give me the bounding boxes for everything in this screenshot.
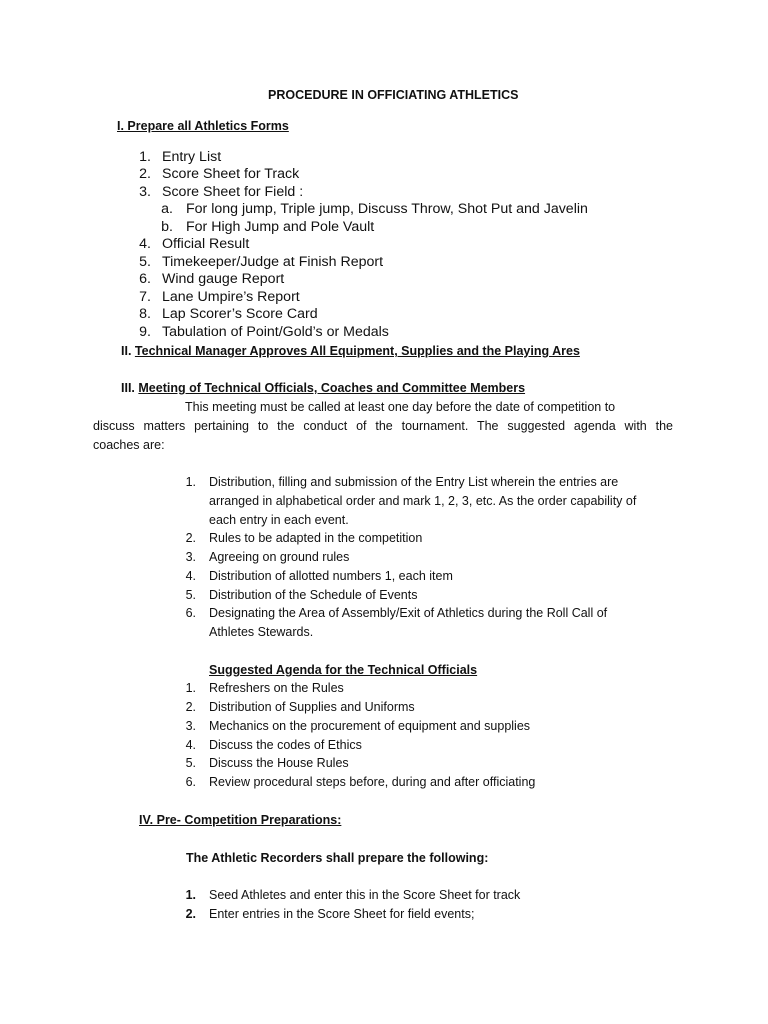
list-text: Rules to be adapted in the competition xyxy=(209,531,423,545)
list-text: Review procedural steps before, during and after officiating xyxy=(209,775,536,789)
list-text: Timekeeper/Judge at Finish Report xyxy=(162,254,384,270)
officials-agenda-heading: Suggested Agenda for the Technical Officials xyxy=(209,663,478,677)
list-text: Distribution of the Schedule of Events xyxy=(209,588,418,602)
paragraph-line: This meeting must be called at least one day before the date of competition to xyxy=(185,400,616,414)
list-number: 1. xyxy=(139,149,151,165)
list-number: 4. xyxy=(139,236,151,252)
section-4-heading: IV. Pre- Competition Preparations: xyxy=(139,813,342,827)
section-3-prefix: III. xyxy=(121,381,139,395)
list-letter: a. xyxy=(161,201,173,217)
list-text: Agreeing on ground rules xyxy=(209,550,350,564)
list-text: Score Sheet for Field : xyxy=(162,184,304,200)
list-text: Lane Umpire’s Report xyxy=(162,289,300,305)
list-number: 6. xyxy=(185,606,196,620)
section-3-heading xyxy=(121,381,525,395)
list-number: 7. xyxy=(139,289,151,305)
list-text: Enter entries in the Score Sheet for field events; xyxy=(209,907,475,921)
paragraph-line: coaches are: xyxy=(93,438,165,452)
section-3-title: Meeting of Technical Officials, Coaches and Committee Members xyxy=(138,381,526,395)
list-text: Mechanics on the procurement of equipment and supplies xyxy=(209,719,531,733)
list-text: Score Sheet for Track xyxy=(162,166,300,182)
list-text: For High Jump and Pole Vault xyxy=(186,219,375,235)
list-text: Wind gauge Report xyxy=(162,271,285,287)
list-text: Athletes Stewards. xyxy=(209,625,314,639)
list-number: 9. xyxy=(139,324,151,340)
list-text: Distribution of allotted numbers 1, each item xyxy=(209,569,453,583)
list-number: 8. xyxy=(139,306,151,322)
list-text: Seed Athletes and enter this in the Score Sheet for track xyxy=(209,888,521,902)
section-1-heading: I. Prepare all Athletics Forms xyxy=(117,119,289,133)
paragraph-line: discuss matters pertaining to the conduct of the tournament. The suggested agenda with the xyxy=(93,419,673,433)
section-2-prefix: II. xyxy=(121,344,135,358)
list-number: 5. xyxy=(185,588,196,602)
list-number: 1. xyxy=(185,681,196,695)
list-number: 6. xyxy=(185,775,196,789)
list-number: 2. xyxy=(185,907,196,921)
list-text: Distribution, filling and submission of the Entry List wherein the entries are xyxy=(209,475,619,489)
list-text: Tabulation of Point/Gold’s or Medals xyxy=(162,324,389,340)
list-letter: b. xyxy=(161,219,173,235)
list-text: Lap Scorer’s Score Card xyxy=(162,306,318,322)
list-number: 4. xyxy=(185,569,196,583)
list-number: 3. xyxy=(139,184,151,200)
list-number: 1. xyxy=(185,888,196,902)
list-number: 2. xyxy=(185,700,196,714)
section-2-title: Technical Manager Approves All Equipment, Supplies and the Playing Ares xyxy=(134,344,580,358)
list-text: For long jump, Triple jump, Discuss Throw, Shot Put and Javelin xyxy=(186,201,588,217)
document-title: PROCEDURE IN OFFICIATING ATHLETICS xyxy=(268,88,519,102)
list-text: each entry in each event. xyxy=(209,513,349,527)
list-text: Refreshers on the Rules xyxy=(209,681,344,695)
list-text: Designating the Area of Assembly/Exit of Athletics during the Roll Call of xyxy=(209,606,608,620)
list-number: 5. xyxy=(185,756,196,770)
list-number: 2. xyxy=(185,531,196,545)
list-text: Entry List xyxy=(162,149,222,165)
list-text: Official Result xyxy=(162,236,250,252)
section-4-subheading: The Athletic Recorders shall prepare the following: xyxy=(186,851,489,865)
list-number: 1. xyxy=(185,475,196,489)
section-2-heading xyxy=(121,344,580,358)
list-number: 3. xyxy=(185,719,196,733)
list-text: Discuss the House Rules xyxy=(209,756,349,770)
list-text: Discuss the codes of Ethics xyxy=(209,738,362,752)
list-number: 5. xyxy=(139,254,151,270)
list-number: 2. xyxy=(139,166,151,182)
list-number: 3. xyxy=(185,550,196,564)
list-number: 4. xyxy=(185,738,196,752)
list-text: Distribution of Supplies and Uniforms xyxy=(209,700,415,714)
list-number: 6. xyxy=(139,271,151,287)
list-text: arranged in alphabetical order and mark 1, 2, 3, etc. As the order capability of xyxy=(209,494,637,508)
